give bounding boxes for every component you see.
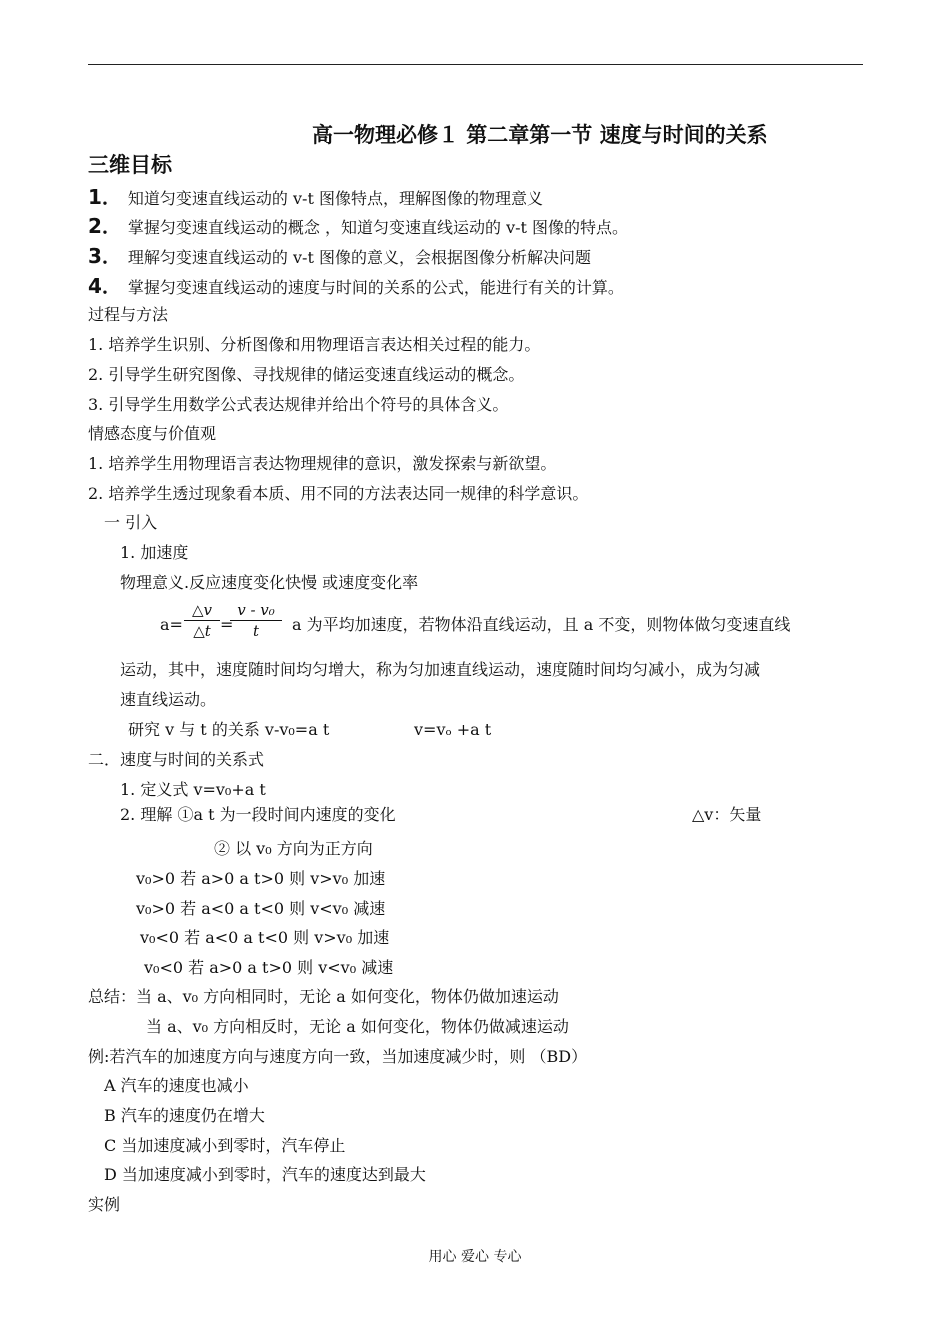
goal-item (88, 215, 628, 239)
goal-text: 知道匀变速直线运动的 v-t 图像特点，理解图像的物理意义 (127, 189, 543, 208)
section-heading-goals: 三维目标 (88, 153, 172, 177)
fraction-delta (184, 601, 220, 640)
physical-meaning: 物理意义.反应速度变化快慢 或速度变化率 (120, 573, 419, 592)
fraction-velocity (230, 601, 282, 640)
process-item: 2. 引导学生研究图像、寻找规律的储运变速直线运动的概念。 (88, 365, 525, 384)
goal-item (88, 275, 624, 299)
emotion-item: 1. 培养学生用物理语言表达物理规律的意识，激发探索与新欲望。 (88, 454, 557, 473)
goal-number: 1． (88, 185, 122, 209)
goal-text: 掌握匀变速直线运动的概念 ，知道匀变速直线运动的 v-t 图像的特点。 (127, 218, 629, 237)
goal-item (88, 186, 543, 210)
case-row: v₀<0 若 a<0 a t<0 则 v>v₀ 加速 (140, 928, 390, 947)
process-item: 3. 引导学生用数学公式表达规律并给出个符号的具体含义。 (88, 395, 509, 414)
summary-line: 当 a、v₀ 方向相反时，无论 a 如何变化，物体仍做减速运动 (146, 1017, 569, 1036)
instance-heading: 实例 (88, 1195, 121, 1214)
header-rule (88, 64, 863, 65)
fraction-bar (184, 620, 220, 621)
fraction-denominator: t (252, 622, 260, 640)
page-footer: 用心 爱心 专心 (428, 1249, 522, 1265)
example-option: D 当加速度减小到零时，汽车的速度达到最大 (104, 1165, 426, 1184)
goal-number: 3． (88, 244, 122, 268)
vector-note: △v：矢量 (692, 805, 762, 824)
emotion-heading: 情感态度与价值观 (88, 424, 217, 443)
intro-subheading: 1. 加速度 (120, 543, 189, 562)
fraction-numerator: △v (191, 601, 212, 619)
goal-text: 掌握匀变速直线运动的速度与时间的关系的公式，能进行有关的计算。 (127, 278, 624, 297)
fraction-bar (230, 620, 282, 621)
formula-explanation: a 为平均加速度，若物体沿直线运动，且 a 不变，则物体做匀变速直线 (292, 615, 791, 634)
fraction-denominator: △t (193, 622, 211, 640)
summary-line: 总结：当 a、v₀ 方向相同时，无论 a 如何变化，物体仍做加速运动 (88, 987, 559, 1006)
research-relation: 研究 v 与 t 的关系 v-v₀=a t (128, 720, 330, 739)
case-row: v₀>0 若 a<0 a t<0 则 v<v₀ 减速 (136, 899, 386, 918)
example-option: C 当加速度减小到零时，汽车停止 (104, 1136, 346, 1155)
formula-equals: = (220, 615, 234, 634)
understanding: 2. 理解 ①a t 为一段时间内速度的变化 (120, 805, 396, 824)
formula-explanation: 速直线运动。 (120, 690, 217, 709)
case-row: v₀<0 若 a>0 a t>0 则 v<v₀ 减速 (144, 958, 394, 977)
goal-text: 理解匀变速直线运动的 v-t 图像的意义，会根据图像分析解决问题 (127, 248, 591, 267)
case-row: v₀>0 若 a>0 a t>0 则 v>v₀ 加速 (136, 869, 386, 888)
fraction-numerator: v - v₀ (237, 601, 275, 619)
example-question: 例:若汽车的加速度方向与速度方向一致，当加速度减少时，则 （BD） (88, 1047, 588, 1066)
goal-number: 2． (88, 214, 122, 238)
formula-lhs: a= (160, 615, 183, 634)
intro-heading: 一 引入 (104, 513, 158, 532)
example-option: B 汽车的速度仍在增大 (104, 1106, 265, 1125)
process-item: 1. 培养学生识别、分析图像和用物理语言表达相关过程的能力。 (88, 335, 541, 354)
page-title: 高一物理必修１ 第二章第一节 速度与时间的关系 (312, 123, 768, 147)
definition-formula: 1. 定义式 v=v₀+a t (120, 780, 266, 799)
section2-heading: 二．速度与时间的关系式 (88, 750, 265, 769)
formula-explanation: 运动，其中，速度随时间均匀增大，称为匀加速直线运动，速度随时间均匀减小，成为匀减 (120, 660, 761, 679)
goal-number: 4． (88, 274, 122, 298)
process-heading: 过程与方法 (88, 305, 169, 324)
example-option: A 汽车的速度也减小 (104, 1076, 249, 1095)
research-relation-result: v=vₒ +a t (414, 720, 492, 739)
goal-item (88, 245, 591, 269)
direction-note: ② 以 v₀ 方向为正方向 (214, 839, 373, 858)
emotion-item: 2. 培养学生透过现象看本质、用不同的方法表达同一规律的科学意识。 (88, 484, 589, 503)
